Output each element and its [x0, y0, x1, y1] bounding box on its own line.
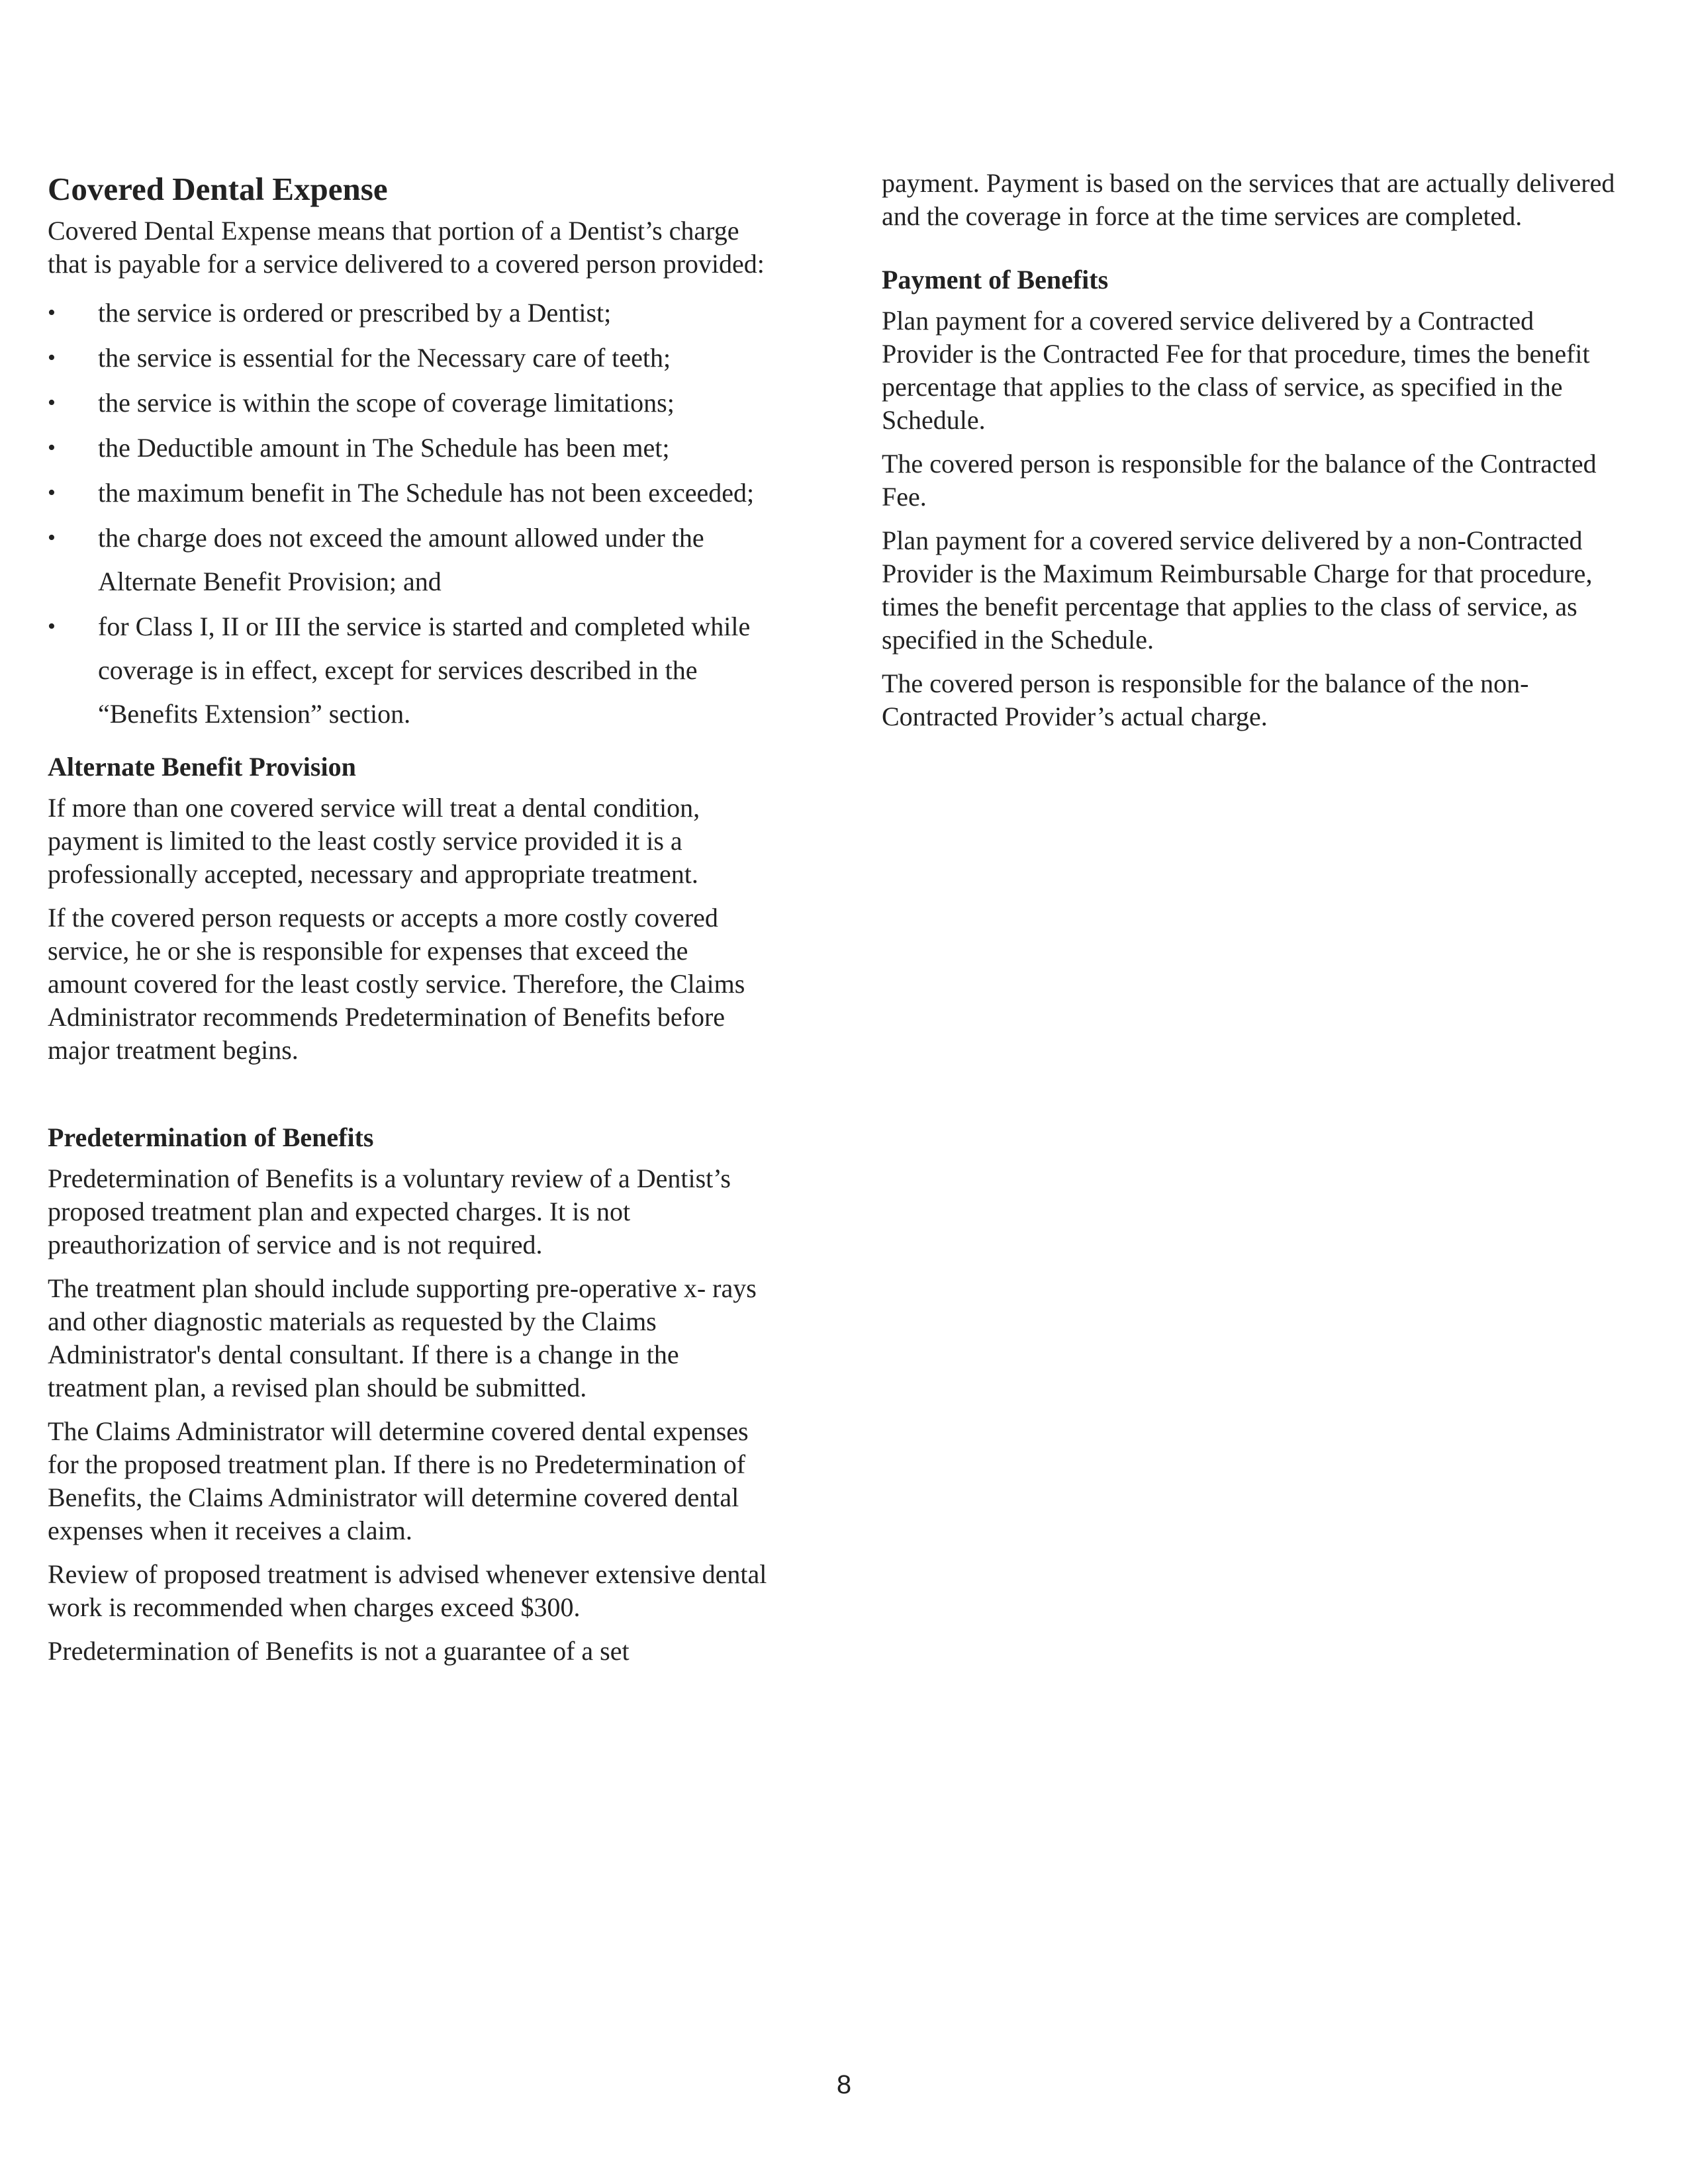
- payment-paragraph-1: Plan payment for a covered service delivered by a Contracted Provider is the Contracted Fee for that procedure, times the benefit percentage that applies to the class of service, as specified in the Schedule.: [882, 306, 1590, 435]
- right-column: [882, 167, 1617, 744]
- list-item-text: for Class I, II or III the service is started and completed while coverage is in effect, except for services described in the “Benefits Extension” section.: [98, 612, 751, 729]
- list-item-text: the service is ordered or prescribed by a Dentist;: [98, 298, 612, 328]
- bullet-icon: •: [48, 614, 56, 639]
- predetermination-paragraph-4: Review of proposed treatment is advised whenever extensive dental work is recommended when charges exceed $300.: [48, 1559, 767, 1622]
- payment-paragraph-2: The covered person is responsible for the balance of the Contracted Fee.: [882, 449, 1597, 512]
- list-item-text: the service is within the scope of coverage limitations;: [98, 388, 675, 418]
- predetermination-paragraph-1: Predetermination of Benefits is a voluntary review of a Dentist’s proposed treatment plan and expected charges. It is not preauthorization of service and is not required.: [48, 1163, 731, 1259]
- section-spacer: [48, 1077, 769, 1121]
- bullet-icon: •: [48, 435, 56, 460]
- list-item: [48, 426, 769, 470]
- list-item-text: the charge does not exceed the amount allowed under the Alternate Benefit Provision; and: [98, 523, 704, 596]
- list-item: [48, 471, 769, 515]
- bullet-icon: •: [48, 300, 56, 325]
- alternate-benefit-paragraph-2: If the covered person requests or accepts a more costly covered service, he or she is responsible for expenses that exceed the amount covered for the least costly service. Therefore, the Claims Administrator recommends Predetermination of Benefits before major treatment begins.: [48, 903, 745, 1065]
- list-item: [48, 516, 769, 604]
- bullet-icon: •: [48, 480, 56, 505]
- covered-conditions-list: [48, 291, 769, 736]
- section-spacer: [882, 244, 1617, 263]
- alternate-benefit-provision-heading: Alternate Benefit Provision: [48, 752, 356, 782]
- bullet-icon: •: [48, 390, 56, 415]
- list-item: [48, 605, 769, 736]
- page-number: 8: [836, 2070, 852, 2099]
- predetermination-paragraph-3: The Claims Administrator will determine covered dental expenses for the proposed treatment plan. If there is no Predetermination of Benefits, the Claims Administrator will determine covered dental expenses when it receives a claim.: [48, 1416, 749, 1545]
- list-item: [48, 336, 769, 380]
- predetermination-paragraph-5: Predetermination of Benefits is not a guarantee of a set: [48, 1636, 630, 1666]
- bullet-icon: •: [48, 345, 56, 370]
- list-item-text: the maximum benefit in The Schedule has not been exceeded;: [98, 478, 755, 508]
- payment-paragraph-3: Plan payment for a covered service delivered by a non-Contracted Provider is the Maximum Reimbursable Charge for that procedure, times the benefit percentage that applies to the class of service, as specified in the Schedule.: [882, 525, 1593, 655]
- payment-of-benefits-heading: Payment of Benefits: [882, 265, 1109, 295]
- list-item: [48, 291, 769, 335]
- alternate-benefit-paragraph-1: If more than one covered service will treat a dental condition, payment is limited to the least costly service provided it is a professionally accepted, necessary and appropriate treatment.: [48, 793, 700, 889]
- left-column: [48, 159, 769, 1678]
- payment-paragraph-4: The covered person is responsible for the balance of the non-Contracted Provider’s actual charge.: [882, 668, 1529, 731]
- predetermination-paragraph-2: The treatment plan should include supporting pre-operative x- rays and other diagnostic materials as requested by the Claims Administrator's dental consultant. If there is a change in the treatment plan, a revised plan should be submitted.: [48, 1273, 757, 1402]
- predetermination-of-benefits-heading: Predetermination of Benefits: [48, 1122, 374, 1152]
- continued-paragraph: payment. Payment is based on the services that are actually delivered and the coverage in force at the time services are completed.: [882, 168, 1615, 231]
- bullet-icon: •: [48, 525, 56, 550]
- list-item-text: the service is essential for the Necessary care of teeth;: [98, 343, 671, 373]
- covered-dental-expense-intro: Covered Dental Expense means that portion of a Dentist’s charge that is payable for a service delivered to a covered person provided:: [48, 216, 765, 279]
- list-item-text: the Deductible amount in The Schedule has been met;: [98, 433, 670, 463]
- covered-dental-expense-heading: Covered Dental Expense: [48, 171, 388, 207]
- list-item: [48, 381, 769, 425]
